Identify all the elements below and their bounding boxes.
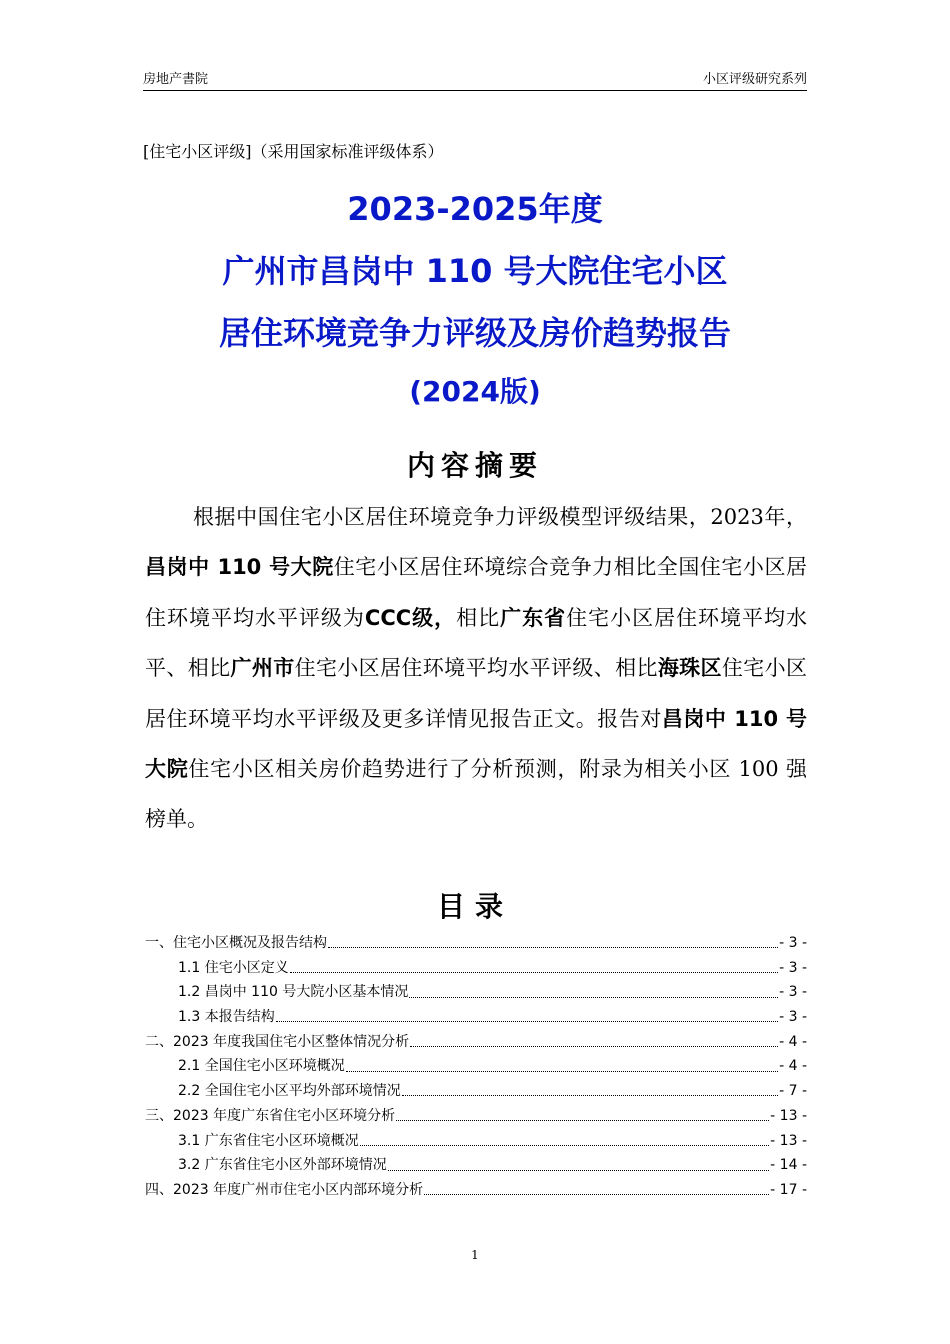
toc-entry[interactable] (145, 1129, 807, 1154)
toc-entry[interactable] (145, 956, 807, 981)
toc-page: - 3 - (779, 1009, 807, 1026)
toc-leader (346, 1070, 778, 1072)
toc-entry[interactable] (145, 1079, 807, 1104)
toc-page: - 4 - (779, 1033, 807, 1050)
toc-leader (276, 1020, 778, 1022)
title-line-2: 广州市昌岗中 110 号大院住宅小区 (222, 252, 728, 290)
abstract-text: 住宅小区居住环境平均水平评级、相比 (294, 656, 658, 681)
abstract-text: 住宅小区居住环境综合竞争力相比全国住宅小区居住环境平均水平评级为 (145, 555, 807, 630)
toc-entry[interactable] (145, 1054, 807, 1079)
toc-page: - 3 - (779, 959, 807, 976)
abstract-text: 住宅小区居住环境平均水平、相比 (145, 605, 808, 681)
page-number: 1 (471, 1248, 479, 1262)
toc-label: 三、2023 年度广东省住宅小区环境分析 (145, 1107, 396, 1124)
toc-entry[interactable] (145, 980, 807, 1005)
abstract-bold-city: 广州市 (230, 656, 295, 681)
toc-label: 2.1 全国住宅小区环境概况 (178, 1058, 345, 1075)
abstract-heading: 内容摘要 (406, 449, 543, 482)
toc-leader (424, 1193, 769, 1195)
toc-entry[interactable] (145, 1104, 807, 1129)
title-edition: (2024版) (409, 375, 541, 408)
title-line-3: 居住环境竞争力评级及房价趋势报告 (218, 314, 731, 352)
toc-entry[interactable] (145, 1030, 807, 1055)
toc-page: - 3 - (779, 984, 807, 1001)
abstract-text: 住宅小区居住环境平均水平评级及更多详情见报告正文。报告对 (145, 656, 808, 731)
abstract-bold-district: 海珠区 (657, 656, 722, 681)
title-line-1: 2023-2025年度 (347, 190, 603, 228)
toc-leader (402, 1094, 778, 1096)
abstract-bold-community: 昌岗中 110 号大院 (145, 555, 334, 580)
toc-label: 3.1 广东省住宅小区环境概况 (178, 1132, 359, 1149)
header-series: 小区评级研究系列 (702, 72, 807, 87)
toc-leader (396, 1119, 769, 1121)
toc-leader (328, 946, 778, 948)
toc-leader (409, 996, 778, 998)
table-of-contents (145, 931, 807, 1203)
toc-label: 2.2 全国住宅小区平均外部环境情况 (178, 1083, 401, 1100)
toc-entry[interactable] (145, 931, 807, 956)
report-category: [住宅小区评级]（采用国家标准评级体系） (143, 142, 444, 161)
abstract-bold-province: 广东省 (500, 605, 567, 630)
abstract-bold-community: 昌岗中 110 号大院 (145, 706, 807, 782)
toc-label: 二、2023 年度我国住宅小区整体情况分析 (145, 1033, 410, 1050)
toc-leader (360, 1144, 769, 1146)
toc-page: - 3 - (779, 935, 807, 951)
abstract-paragraph (145, 492, 807, 845)
abstract-text: 相比 (456, 605, 501, 630)
toc-label: 1.2 昌岗中 110 号大院小区基本情况 (178, 984, 409, 1001)
toc-page: - 17 - (770, 1181, 807, 1198)
header-publisher: 房地产書院 (143, 72, 209, 87)
toc-page: - 7 - (779, 1083, 807, 1100)
abstract-bold-rating: CCC级， (364, 605, 457, 630)
abstract-body (145, 492, 807, 845)
toc-entry[interactable] (145, 1153, 807, 1178)
toc-page: - 14 - (770, 1157, 807, 1174)
toc-page: - 4 - (779, 1058, 807, 1075)
toc-label: 一、住宅小区概况及报告结构 (145, 935, 327, 951)
toc-page: - 13 - (770, 1107, 807, 1124)
toc-label: 1.3 本报告结构 (178, 1009, 275, 1026)
toc-label: 四、2023 年度广州市住宅小区内部环境分析 (145, 1181, 424, 1198)
toc-leader (410, 1045, 778, 1047)
toc-leader (388, 1169, 769, 1171)
toc-heading: 目录 (436, 890, 513, 923)
toc-page: - 13 - (770, 1132, 807, 1149)
toc-entry[interactable] (145, 1178, 807, 1203)
toc-entry[interactable] (145, 1005, 807, 1030)
abstract-text: 住宅小区相关房价趋势进行了分析预测，附录为相关小区 100 强榜单。 (145, 757, 807, 832)
toc-label: 1.1 住宅小区定义 (178, 959, 289, 976)
abstract-text: 根据中国住宅小区居住环境竞争力评级模型评级结果，2023年， (193, 505, 807, 529)
toc-label: 3.2 广东省住宅小区外部环境情况 (178, 1157, 387, 1174)
toc-leader (290, 971, 778, 973)
page-header (143, 66, 807, 91)
